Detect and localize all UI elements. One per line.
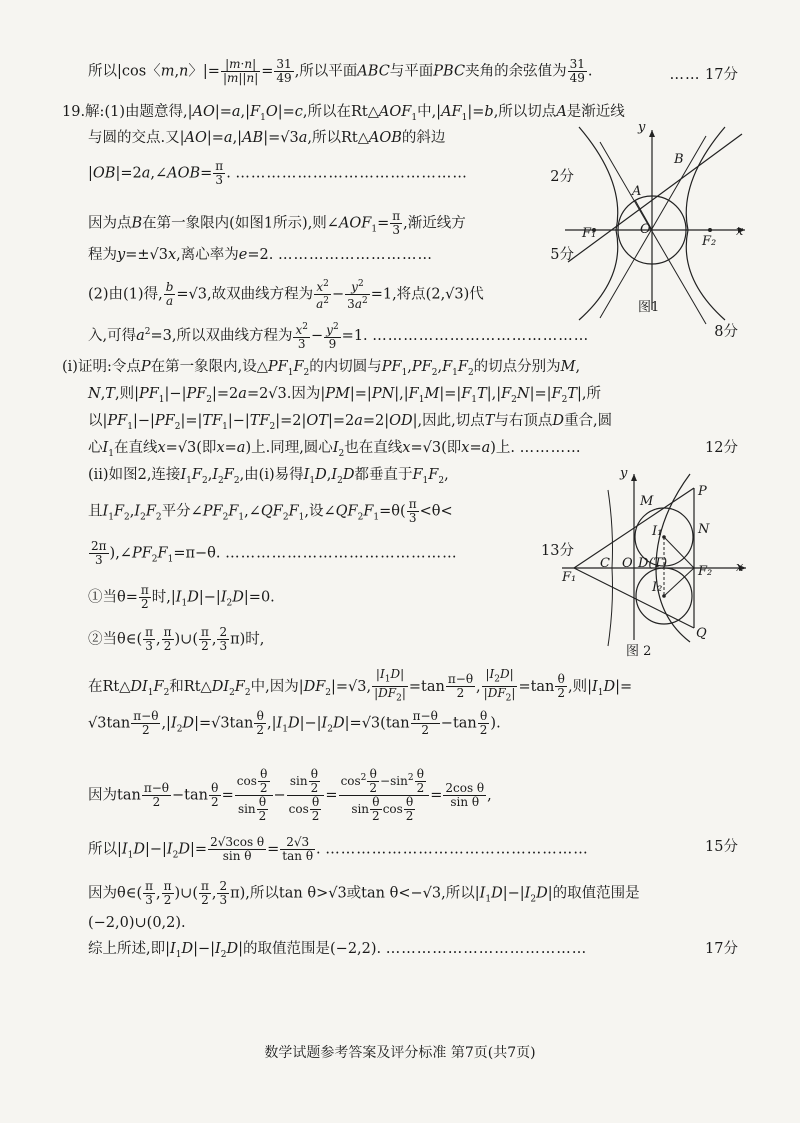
fig2-label-f2: F₂	[698, 564, 713, 579]
figure-1-svg	[560, 122, 750, 322]
figure-1	[560, 122, 750, 322]
fig2-label-d: D(T)	[638, 556, 668, 571]
calc-line-7: 因为θ∈( $\frac{\pi}{3}$ , $\frac{\pi}{2}$ )∪( $\frac{\pi}{2}$ , $\frac{2}{3}$ π),所以tan θ>√3或tan θ<−√3,所以$|I_1D|-|I_2D|$的取值范围是	[88, 879, 640, 907]
fig2-label-x: x	[736, 560, 744, 575]
fig1-label-f1: F₁	[582, 226, 597, 241]
q19-line-2: 与圆的交点.又|AO|=a,|AB|=√3a,所以Rt△AOB的斜边	[88, 130, 446, 146]
score-12: 12分	[705, 440, 738, 456]
part-ii-line-2: 且$I_1F_2,I_2F_2$平分$\angle PF_2F_1,\angle QF_2F_1$,设$\angle QF_2F_1=\theta$( $\frac{\pi}{3}$ <θ<	[88, 497, 453, 525]
fig1-point-f2	[708, 228, 712, 232]
part-i-line-4: 心$I_1$在直线x=√3(即x=a)上.同理,圆心$I_2$也在直线x=√3(即x=a)上. …………	[88, 440, 582, 459]
case-1: ①当θ= $\frac{\pi}{2}$ 时$,|I_1D|-|I_2D|=0$.	[88, 583, 275, 611]
fig2-caption: 图 2	[626, 644, 652, 659]
fig1-label-a: A	[632, 184, 642, 199]
calc-line-3: 在$Rt\triangle DI_1F_2$和$Rt\triangle DI_2F_2$中,因为$|DF_2|=√3$, $\frac{|I_1D|}{|DF_2|}$ =tan $\frac{\pi-\theta}{2}$ , $\frac{|I_2D|}{|DF_2|}$ =tan $\frac{\theta}{2}$ ,则$|I_1D|=$	[88, 667, 633, 704]
part-i-line-2: N,T,则$|PF_1|-|PF_2|=2a=2√3$.因为$|PM|=|PN|,|F_1M|=|F_1T|,|F_2N|=|F_2T|$,所	[88, 386, 601, 405]
fig1-hyperbola-right	[686, 127, 725, 320]
fig2-label-y: y	[620, 466, 628, 481]
fig1-label-b: B	[674, 152, 684, 167]
score-17: 17分	[705, 941, 738, 957]
fig2-label-o: O	[622, 556, 633, 571]
line-cos-result: 所以|cos〈m,n〉|= $\frac{|m\cdot n|}{|m||n|}$ = $\frac{31}{49}$ ,所以平面ABC与平面PBC夹角的余弦值为 $\frac{31}{49}$ .	[88, 57, 593, 85]
score-17-prev: …… 17分	[669, 67, 738, 83]
q19-line-1: 19.解:(1)由题意得$,|AO|=a,|F_1O|=c$,所以在$Rt\triangle AOF_1$中$,|AF_1|=b$,所以切点A是渐近线	[62, 104, 625, 123]
fig1-label-x: x	[736, 224, 744, 239]
score-8: 8分	[714, 324, 738, 340]
fig2-label-c: C	[600, 556, 610, 571]
fig2-point-i2	[662, 594, 666, 598]
fig2-label-p: P	[698, 484, 707, 499]
calc-line-8: (−2,0)∪(0,2).	[88, 915, 186, 931]
score-2: 2分	[550, 169, 574, 185]
fig2-segment-i1f2	[664, 537, 694, 568]
fig2-label-n: N	[698, 522, 710, 537]
q19-line-4: 因为点B在第一象限内(如图1所示),则$\angle AOF_1=$ $\frac{\pi}{3}$ ,渐近线方	[88, 209, 466, 237]
fig2-y-arrow	[631, 474, 637, 481]
score-15: 15分	[705, 839, 738, 855]
fig2-label-f1: F₁	[562, 570, 577, 585]
calc-line-5: 因为tan $\frac{\pi-\theta}{2}$ −tan $\frac{\theta}{2}$ = cos $\frac{\theta}{2}$ sin $\frac{\theta}{2}$ − sin $\frac{\theta}{2}$ cos $\frac{\theta}{2}$ = $\cos^2$ $\frac{\theta}{2}$ $-\sin^2$ $\frac{\theta}{2}$ sin $\frac{\theta}{2}$ cos $\frac{\theta}{2}$ = $\frac{\text{2cos θ}}{\text{sin θ}}$ ,	[88, 767, 492, 823]
case-2: ②当θ∈( $\frac{\pi}{3}$ , $\frac{\pi}{2}$ )∪( $\frac{\pi}{2}$ , $\frac{2}{3}$ π)时,	[88, 625, 265, 653]
part-i-line-1: (ⅰ)证明:令点P在第一象限内,设$\triangle PF_1F_2$的内切圆与$PF_1,PF_2,F_1F_2$的切点分别为M,	[62, 359, 581, 378]
q19-line-3: |OB|=2a,∠AOB= $\frac{\pi}{3}$ . ………………………………………	[88, 159, 468, 187]
fig2-label-i1: I₁	[652, 524, 663, 539]
score-5: 5分	[550, 247, 574, 263]
fig1-label-f2: F₂	[702, 234, 717, 249]
fig2-label-q: Q	[696, 626, 707, 641]
fig1-label-o: O	[640, 222, 651, 237]
part-i-line-3: 以$|PF_1|-|PF_2|=|TF_1|-|TF_2|=2|OT|=2a=2|OD|$,因此,切点T与右顶点D重合,圆	[88, 413, 613, 432]
fig1-hyperbola-left	[579, 127, 618, 320]
q19-line-6: (2)由(1)得, $\frac{b}{a}$ =√3,故双曲线方程为 $\frac{x^2}{a^2}$ − $\frac{y^2}{3a^2}$ =1,将点(2,√3)代	[88, 279, 484, 311]
part-ii-line-3: $\frac{2\pi}{3}$ )$,\angle PF_2F_1=\pi-\theta$. ………………………………………	[91, 539, 458, 567]
q19-line-5: 程为y=±√3x,离心率为e=2. …………………………	[88, 247, 433, 263]
q19-line-7: 入,可得$a^2=3$,所以双曲线方程为 $\frac{x^2}{3}$ − $\frac{y^2}{9}$ =1. ……………………………………	[88, 322, 590, 351]
calc-line-6: 所以$|I_1D|-|I_2D|=$ $\frac{\text{2√3cos θ}}{\text{sin θ}}$ = $\frac{2√3}{\text{tan θ}}$ . ……………………………………………	[88, 835, 589, 863]
fig2-point-i1	[662, 535, 666, 539]
fig1-label-y: y	[638, 120, 646, 135]
fig1-y-arrow	[649, 130, 655, 137]
calc-line-9: 综上所述,即$|I_1D|-|I_2D|$的取值范围是(−2,2). …………………………………	[88, 941, 588, 960]
fig2-label-m: M	[640, 494, 654, 509]
part-ii-line-1: (ⅱ)如图2,连接$I_1F_2,I_2F_2$,由(ⅰ)易得$I_1D,I_2D$都垂直于$F_1F_2$,	[88, 467, 449, 486]
page-footer: 数学试题参考答案及评分标准 第7页(共7页)	[264, 1045, 536, 1061]
fig2-label-i2: I₂	[652, 580, 663, 595]
fig1-caption: 图1	[638, 300, 660, 315]
score-13: 13分	[541, 543, 574, 559]
calc-line-4: √3tan $\frac{\pi-\theta}{2}$ $,|I_2D|=√3\tan$ $\frac{\theta}{2}$ $,|I_1D|-|I_2D|=√3(\tan$ $\frac{\pi-\theta}{2}$ −tan $\frac{\theta}{2}$ ).	[88, 709, 501, 737]
figure-2	[560, 466, 750, 660]
